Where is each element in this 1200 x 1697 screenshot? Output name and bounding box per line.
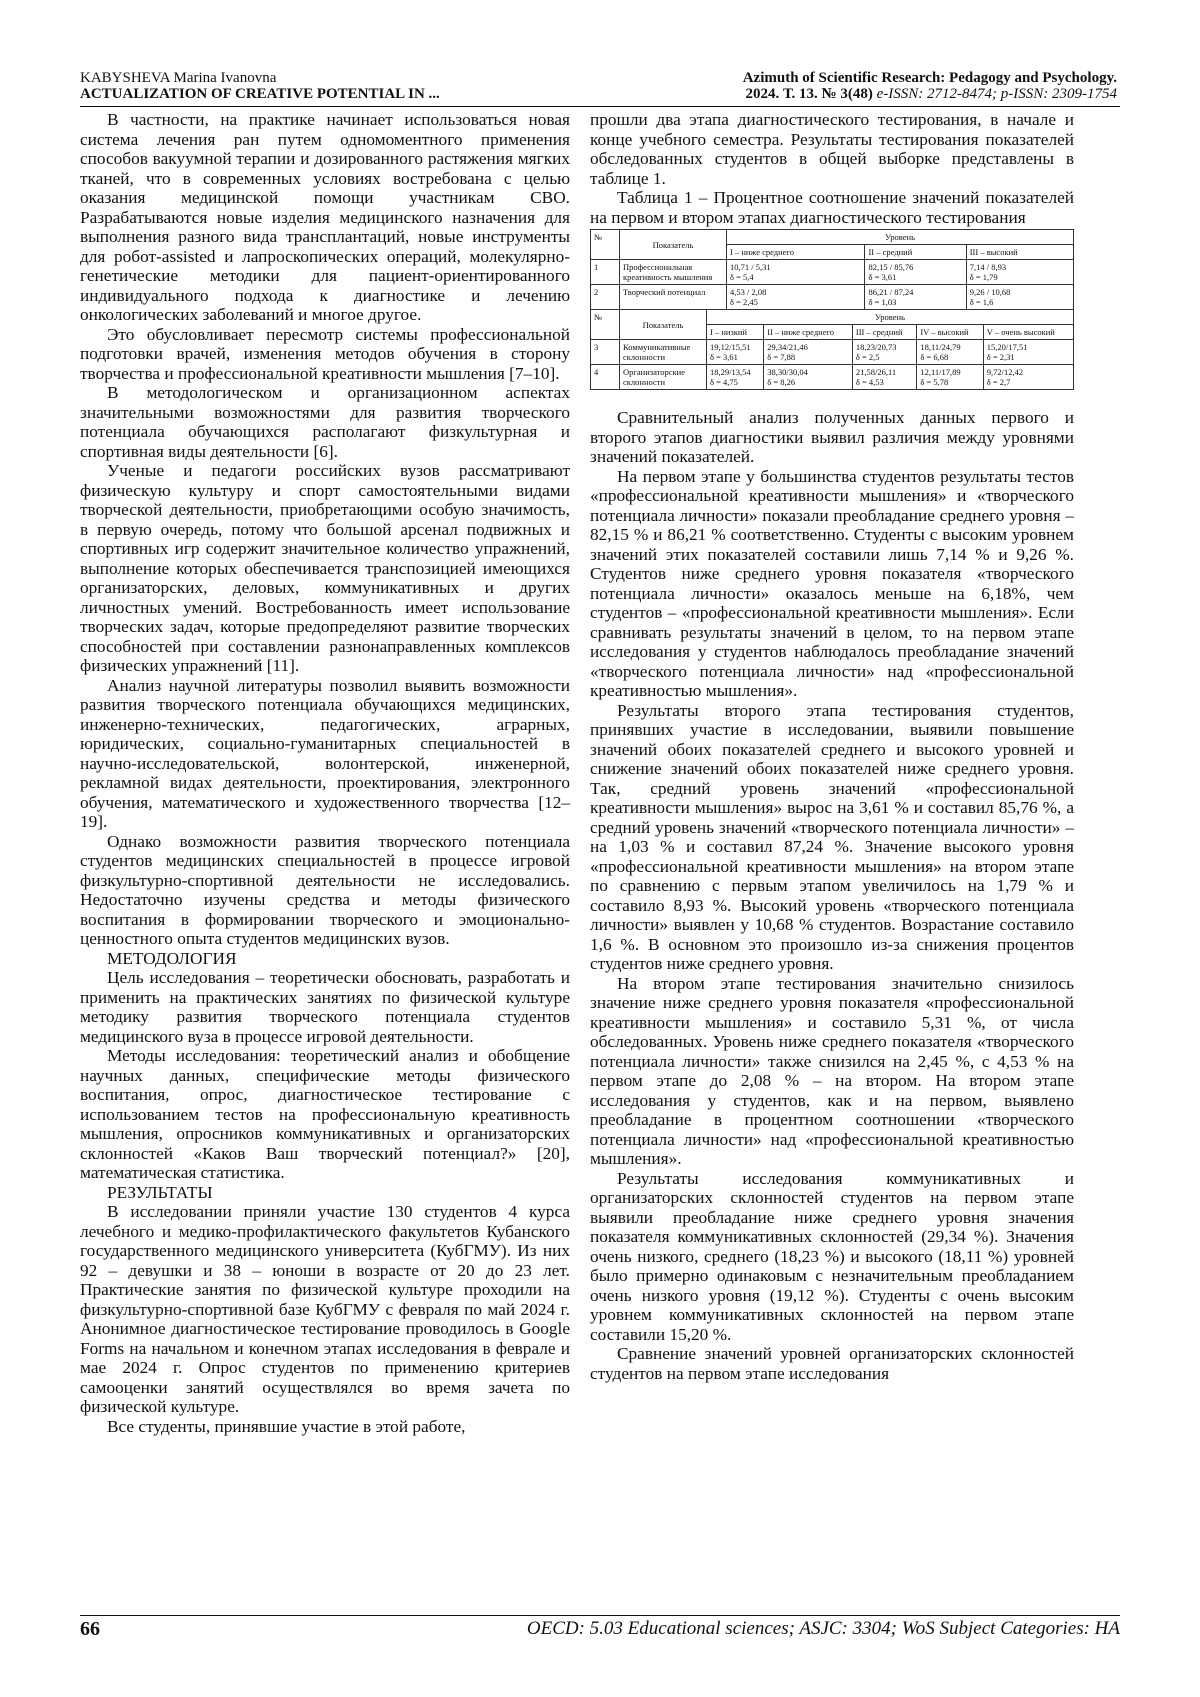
cell-value: 12,11/17,89 [920,367,961,377]
cell-delta: δ = 2,45 [730,297,758,307]
table-header-level-3: III – средний [852,325,916,340]
cell-delta: δ = 1,03 [868,297,897,307]
table-cell: 3 [591,340,620,365]
table-cell: Коммуникативные склонности [620,340,707,365]
table-row [591,365,1074,390]
table-cell [917,340,983,365]
cell-delta: δ = 5,4 [730,272,754,282]
table-header-level-5: V – очень высокий [983,325,1073,340]
paragraph: Это обусловливает пересмотр системы профессиональной подготовки врачей, изменения методов обучения в сторону творчества и профессиональной креативности мышления [7–10]. [80,324,570,383]
cell-delta: δ = 2,5 [855,352,880,362]
table-cell: 4 [591,365,620,390]
cell-delta: δ = 7,88 [767,352,796,362]
table-cell: Организаторские склонности [620,365,707,390]
table-cell [865,260,966,285]
table-cell [983,340,1073,365]
table-cell [983,365,1073,390]
right-column [590,110,1074,1383]
cell-delta: δ = 4,53 [855,377,884,387]
cell-delta: δ = 5,78 [920,377,949,387]
table-row [591,260,1074,285]
cell-value: 9,26 / 10,68 [969,287,1011,297]
table-row [591,340,1074,365]
table-header-indicator: Показатель [620,310,707,340]
cell-value: 38,30/30,04 [767,367,808,377]
paragraph: Анализ научной литературы позволил выявить возможности развития творческого потенциала обучающихся медицинских, инженерно-технических, педагогических, аграрных, юридических, социально-гуманитарных специальностей в научно-исследовательской, волонтерской, инженерной, рекламной видах деятельности, проектирования, электронного обучения, математического и художественного творчества [12–19]. [80,675,570,831]
cell-delta: δ = 3,61 [868,272,897,282]
results-table-part-2 [590,309,1074,390]
cell-value: 86,21 / 87,24 [868,287,914,297]
cell-delta: δ = 2,7 [986,377,1011,387]
cell-value: 10,71 / 5,31 [730,262,771,272]
paragraph: Все студенты, принявшие участие в этой работе, [107,1416,466,1436]
table-header-level: Уровень [727,230,1074,245]
table-header-level-2: II – средний [865,245,966,260]
table-cell [966,260,1073,285]
table-header-level-1: I – низкий [707,325,764,340]
table-header-level-3: III – высокий [966,245,1073,260]
section-heading-results: РЕЗУЛЬТАТЫ [107,1182,213,1202]
cell-value: 19,12/15,51 [710,342,751,352]
journal-issue [743,86,1117,102]
table-cell [852,365,916,390]
journal-name: Azimuth of Scientific Research: Pedagogy and Psychology. [742,70,1117,86]
paragraph: Ученые и педагоги российских вузов рассматривают физическую культуру и спорт самостоятельными видами творческой деятельности, приобретающими особую значимость, в первую очередь, потому что большой арсенал подвижных и спортивных игр содержит значительное количество упражнений, выполнение которых обеспечивается транспозицией имеющихся организаторских, деловых, коммуникативных и других личностных умений. Востребованность имеет использование творческих задач, которые предопределяют развитие творческих способностей при составлении разнонаправленных комплексов физических упражнений [11]. [80,461,570,675]
paragraph: Однако возможности развития творческого потенциала студентов медицинских специальностей в процессе игровой физкультурно-спортивной деятельности не исследовались. Недостаточно изучены средства и методы физического воспитания в формировании творческого и эмоционально-ценностного опыта студентов медицинских вузов. [80,831,570,948]
table-header-indicator: Показатель [620,230,727,260]
cell-value: 18,11/24,79 [920,342,961,352]
cell-value: 4,53 / 2,08 [730,287,767,297]
table-cell [764,340,853,365]
table-header-level-1: I – ниже среднего [727,245,865,260]
cell-value: 18,23/20,73 [855,342,897,352]
header-rule [80,106,1120,107]
table-cell [707,365,764,390]
table-cell [707,340,764,365]
paragraph: Цель исследования – теоретически обосновать, разработать и применить на практических занятиях по физической культуре методику развития творческого потенциала студентов медицинского вуза в процессе игровой деятельности. [80,968,570,1046]
cell-value: 9,72/12,42 [986,367,1024,377]
paragraph: В исследовании приняли участие 130 студентов 4 курса лечебного и медико-профилактического факультетов Кубанского государственного медицинского университета (КубГМУ). Из них 92 – девушки и 38 – юноши в возрасте от 20 до 23 лет. Практические занятия по физической культуре проходили на физкультурно-спортивной базе КубГМУ с февраля по май 2024 г. Анонимное диагностическое тестирование проводилось в Google Forms на начальном и конечном этапах исследования в феврале и мае 2024 г. Опрос студентов по применению критериев самооценки занятий осуществлялся во время зачета по физической культуре. [80,1202,570,1416]
table-cell [727,260,865,285]
paragraph: Сравнение значений уровней организаторских склонностей студентов на первом этапе исследования [590,1344,1074,1383]
running-header-right [743,70,1117,102]
table-header-level: Уровень [707,310,1074,325]
table-header-no: № [591,230,620,260]
paragraph: В частности, на практике начинает использоваться новая система лечения ран путем одномоментного применения способов вакуумной терапии и дозированного растяжения мягких тканей, что в современных условиях востребована с целью оказания медицинской помощи участникам СВО. Разрабатываются новые изделия медицинского назначения для выполнения разного вида трансплантаций, новые инструменты для робот-assisted и лапроскопических операций, молекулярно-генетические методики для пациент-ориентированного индивидуального подхода к диагностике и лечению онкологических заболеваний и многое другое. [80,110,570,324]
issn: e-ISSN: 2712-8474; p-ISSN: 2309-1754 [876,86,1117,102]
paragraph: На втором этапе тестирования значительно снизилось значение ниже среднего уровня показателя «профессиональной креативности мышления» и составило 5,31 %, от числа обследованных. Уровень ниже среднего показателя «творческого потенциала личности» также снизился на 2,45 %, с 4,53 % на первом этапе до 2,08 % – на втором. На втором этапе исследования у студентов, как и на первом, выявлено преобладание в процентном соотношении «творческого потенциала личности» над «профессиональной креативностью мышления». [590,973,1074,1168]
paragraph: В методологическом и организационном аспектах значительными возможностями для развития творческого потенциала обучающихся располагают физкультурная и спортивная виды деятельности [6]. [80,383,570,461]
cell-delta: δ = 2,31 [986,352,1015,362]
table-cell [852,340,916,365]
paragraph: Результаты второго этапа тестирования студентов, принявших участие в исследовании, выявили повышение значений обоих показателей среднего и высокого уровней и снижение значений обоих показателей ниже среднего уровня. Так, средний уровень значений «профессиональной креативности мышления» вырос на 3,61 % и составил 85,76 %, а средний уровень значений «творческого потенциала личности» – на 1,03 % и составил 87,24 %. Значение высокого уровня «профессиональной креативности мышления» на втором этапе по сравнению с первым этапом увеличилось на 1,79 % и составило 8,93 %. Высокий уровень «творческого потенциала личности» выявлен у 10,68 % студентов. Возрастание составило 1,6 %. В основном это произошло из-за снижения процентов студентов ниже среднего уровня. [590,700,1074,973]
volume: 2024. Т. 13. № 3(48) [745,86,873,102]
cell-delta: δ = 1,79 [969,272,998,282]
section-heading-methodology: МЕТОДОЛОГИЯ [107,948,237,968]
table-caption: Таблица 1 – Процентное соотношение значений показателей на первом и втором этапах диагностического тестирования [590,188,1074,227]
cell-delta: δ = 3,61 [710,352,738,362]
table-row [591,285,1074,310]
paragraph: На первом этапе у большинства студентов результаты тестов «профессиональной креативности мышления» и «творческого потенциала личности» показали преобладание среднего уровня – 82,15 % и 86,21 % соответственно. Студенты с высоким уровнем значений этих показателей составили лишь 7,14 % и 9,26 %. Студентов ниже среднего уровня показателя «творческого потенциала личности» оказалось меньше на 6,18%, чем студентов – «профессиональной креативности мышления». Если сравнивать результаты значений в целом, то на первом этапе исследования у студентов наблюдалось преобладание значений «творческого потенциала личности» над «профессиональной креативностью мышления». [590,466,1074,700]
cell-value: 21,58/26,11 [855,367,897,377]
table-cell [865,285,966,310]
table-cell: 2 [591,285,620,310]
table-header-level-2: II – ниже среднего [764,325,853,340]
page-number: 66 [80,1618,100,1640]
table-cell [727,285,865,310]
paragraph: Методы исследования: теоретический анализ и обобщение научных данных, специфические методы физического воспитания, опрос, диагностическое тестирование с использованием тестов на профессиональную креативность мышления, опросников коммуникативных и организаторских склонностей «Каков Ваш творческий потенциал?» [20], математическая статистика. [80,1046,570,1182]
table-cell: 1 [591,260,620,285]
table-cell: Профессиональная креативность мышления [620,260,727,285]
paragraph: прошли два этапа диагностического тестирования, в начале и конце учебного семестра. Результаты тестирования показателей обследованных студентов в общей выборке представлены в таблице 1. [590,110,1074,188]
table-header-level-4: IV – высокий [917,325,983,340]
cell-delta: δ = 4,75 [710,377,738,387]
paragraph: Сравнительный анализ полученных данных первого и второго этапов диагностики выявил различия между уровнями значений показателей. [590,408,1074,466]
author-name: KABYSHEVA Marina Ivanovna [80,70,277,86]
table-header-no: № [591,310,620,340]
cell-value: 29,34/21,46 [767,342,808,352]
cell-value: 15,20/17,51 [986,342,1028,352]
results-table [590,229,1074,310]
table-cell [966,285,1073,310]
paragraph: Результаты исследования коммуникативных и организаторских склонностей студентов на первом этапе выявили преобладание ниже среднего уровня значения показателя коммуникативных склонностей (29,34 %). Значения очень низкого, среднего (18,23 %) и высокого (18,11 %) уровней было примерно одинаковым с незначительным преобладанием очень низкого уровня (19,12 %). Студенты с очень высоким уровнем коммуникативных склонностей на первом этапе составили 15,20 %. [590,1168,1074,1344]
table-cell [917,365,983,390]
table-cell: Творческий потенциал [620,285,727,310]
cell-value: 82,15 / 85,76 [868,262,914,272]
left-column [80,110,570,1436]
subject-classification: OECD: 5.03 Educational sciences; ASJC: 3304; WoS Subject Categories: HA [526,1618,1120,1639]
footer-rule [80,1615,1120,1616]
cell-delta: δ = 1,6 [969,297,994,307]
running-header-left [80,70,440,102]
table-cell [764,365,853,390]
cell-value: 18,29/13,54 [710,367,751,377]
cell-value: 7,14 / 8,93 [969,262,1007,272]
cell-delta: δ = 8,26 [767,377,796,387]
article-title-short: ACTUALIZATION OF CREATIVE POTENTIAL IN ... [80,86,440,102]
cell-delta: δ = 6,68 [920,352,949,362]
